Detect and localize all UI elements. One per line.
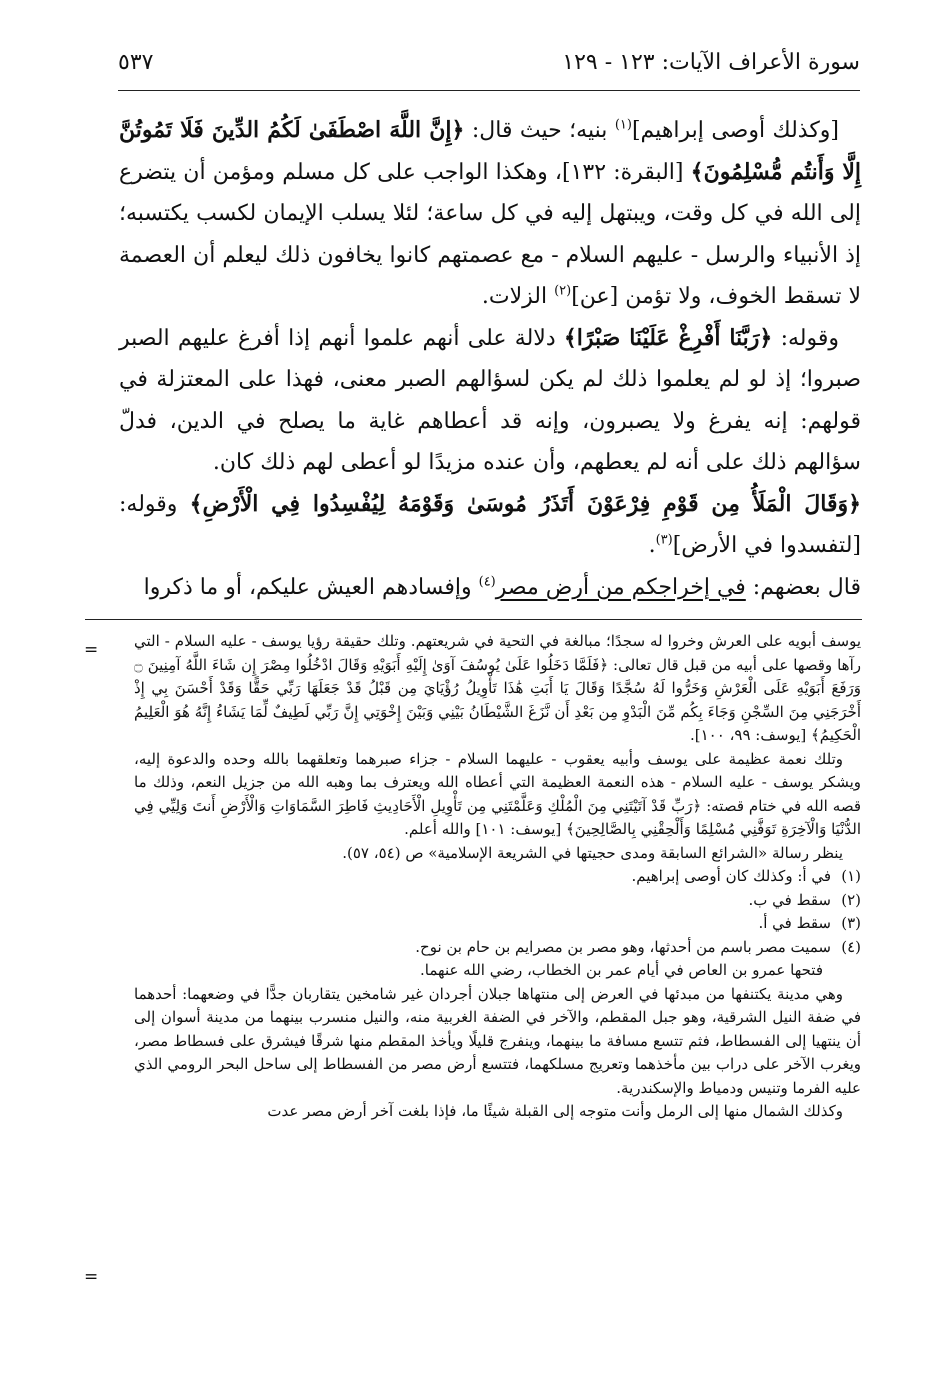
running-title: سورة الأعراف الآيات: ١٢٣ - ١٢٩	[562, 50, 860, 75]
underlined-phrase: في إخراجكم من أرض مصر	[495, 574, 746, 600]
text: الزلات.	[481, 284, 555, 309]
footnote-ref-2: (٢)	[554, 283, 572, 299]
footnote-separator	[85, 619, 862, 620]
continuation-mark: =	[84, 1267, 99, 1287]
main-text	[119, 110, 861, 608]
footnote-4-cont: وهي مدينة يكتنفها من مبدئها في العرض إلى منتهاها جبلان أجردان غير شامخين يتقاربان جدًّا في وضعهما: أحدهما في ضفة النيل الشرقية، وهو جبل المقطم، والآخر في الضفة الغربية منه، والنيل منسرب بينهما من مدينة أسوان إلى أن ينتهيا إلى الفسطاط، فثم تتسع مسافة ما بينهما، وينفرج قليلًا ويأخذ المقطم منها شرقًا فيشرق على فسطاط مصر، ويغرب الآخر على دراب بين مأخذهما وتعريج مسلكهما، فتتسع أرض مصر من الفسطاط إلى ساحل البحر الرومي الذي عليه الفرما وتنيس ودمياط والإسكندرية.	[134, 984, 861, 1097]
paragraph-2	[119, 318, 861, 484]
footnote-4	[134, 936, 861, 960]
footnote-number: (٣)	[841, 914, 861, 932]
footnote-number: (٢)	[841, 890, 861, 909]
text: دلالة على أنهم علموا أنهم إذا أفرغ عليهم الصبر صبروا؛ إذ لو لم يعلموا ذلك لم يكن لسؤالهم الصبر معنى، فهذا على المعتزلة في قولهم: إنه يفرغ ولا يصبرون، وإنه قد أعطاهم غاية ما يصلح في الدين، فدلّ سؤالهم ذلك على أنه لم يعطهم، وأن عنده مزيدًا لو أعطى لهم ذلك كان.	[119, 325, 862, 475]
footnote-3	[134, 912, 861, 936]
continuation-mark: =	[84, 640, 99, 660]
page-header	[118, 44, 860, 91]
text: .	[648, 533, 656, 558]
text: قال بعضهم:	[745, 574, 861, 600]
text: وقوله:	[772, 325, 839, 351]
quran-verse: ﴿وَقَالَ الْمَلَأُ مِن قَوْمِ فِرْعَوْنَ أَتَذَرُ مُوسَىٰ وَقَوْمَهُ لِيُفْسِدُوا فِي الْأَرْضِ﴾	[189, 490, 861, 517]
footnote-4-cont: فتحها عمرو بن العاص في أيام عمر بن الخطاب، رضي الله عنهما.	[420, 961, 823, 979]
footnote-text: سميت مصر باسم من أحدثها، وهو مصر بن مصرايم بن حام بن نوح.	[415, 937, 831, 956]
text: وإفسادهم العيش عليكم، أو ما ذكروا	[143, 574, 479, 600]
footnote-number: (٤)	[841, 937, 861, 956]
quran-verse: ﴿رَبَّنَا أَفْرِغْ عَلَيْنَا صَبْرًا﴾	[563, 324, 773, 351]
footnote-ref-1: (١)	[614, 117, 632, 133]
footnote-continuation: يوسف أبويه على العرش وخروا له سجدًا؛ مبالغة في التحية في شريعتهم. وتلك حقيقة رؤيا يوسف - عليه السلام - التي رآها وقصها على أبيه من قبل قال تعالى: ﴿فَلَمَّا دَخَلُوا عَلَىٰ يُوسُفَ آوَىٰ إِلَيْهِ أَبَوَيْهِ وَقَالَ ادْخُلُوا مِصْرَ إِن شَاءَ اللَّهُ آمِنِينَ ۝ وَرَفَعَ أَبَوَيْهِ عَلَى الْعَرْشِ وَخَرُّوا لَهُ سُجَّدًا وَقَالَ يَا أَبَتِ هَٰذَا تَأْوِيلُ رُؤْيَايَ مِن قَبْلُ قَدْ جَعَلَهَا رَبِّي حَقًّا وَقَدْ أَحْسَنَ بِي إِذْ أَخْرَجَنِي مِنَ السِّجْنِ وَجَاءَ بِكُم مِّنَ الْبَدْوِ مِن بَعْدِ أَن نَّزَغَ الشَّيْطَانُ بَيْنِي وَبَيْنَ إِخْوَتِي إِنَّ رَبِّي لَطِيفٌ لِّمَا يَشَاءُ إِنَّهُ هُوَ الْعَلِيمُ الْحَكِيمُ﴾ [يوسف: ٩٩، ١٠٠].	[134, 632, 861, 744]
text: [وكذلك أوصى إبراهيم]	[631, 118, 839, 143]
quran-verse: ﴿إِنَّ اللَّهَ اصْطَفَىٰ لَكُمُ الدِّينَ فَلَا تَمُوتُنَّ إِلَّا وَأَنتُم مُّسْلِمُونَ﴾	[119, 117, 861, 185]
footnotes	[134, 630, 861, 1124]
footnote-4-cont: وكذلك الشمال منها إلى الرمل وأنت متوجه إلى القبلة شيئًا ما، فإذا بلغت آخر أرض مصر عدت	[267, 1102, 843, 1120]
footnote-continuation: وتلك نعمة عظيمة على يوسف وأبيه يعقوب - عليهما السلام - جزاء صبرهما وتعلقهما بالله وحده والدعوة إليه، ويشكر يوسف - عليه السلام - هذه النعمة العظيمة التي أعطاه الله ويعترف بما وهبه الله من جزيل النعم، وذلك ما قصه الله في ختام قصته: ﴿رَبِّ قَدْ آتَيْتَنِي مِنَ الْمُلْكِ وَعَلَّمْتَنِي مِن تَأْوِيلِ الْأَحَادِيثِ فَاطِرَ السَّمَاوَاتِ وَالْأَرْضِ أَنتَ وَلِيِّي فِي الدُّنْيَا وَالْآخِرَةِ تَوَفَّنِي مُسْلِمًا وَأَلْحِقْنِي بِالصَّالِحِينَ﴾ [يوسف: ١٠١] والله أعلم.	[134, 749, 861, 838]
paragraph-3	[119, 484, 861, 567]
page-number: ٥٣٧	[118, 50, 154, 75]
footnote-ref-3: (٣)	[655, 532, 673, 548]
footnote-2	[134, 889, 861, 913]
paragraph-4	[119, 567, 861, 609]
paragraph-1	[119, 110, 861, 318]
footnote-text: سقط في ب.	[748, 890, 831, 909]
footnote-text: سقط في أ.	[758, 914, 831, 932]
text: بنيه؛ حيث قال:	[464, 118, 615, 143]
footnote-text: في أ: وكذلك كان أوصى إبراهيم.	[631, 867, 831, 885]
text: وقوله: [لتفسدوا في الأرض]	[119, 491, 861, 558]
footnote-number: (١)	[841, 867, 861, 885]
footnote-1	[134, 865, 861, 889]
footnote-continuation: ينظر رسالة «الشرائع السابقة ومدى حجيتها في الشريعة الإسلامية» ص (٥٤، ٥٧).	[342, 843, 843, 862]
footnote-ref-4: (٤)	[478, 574, 496, 590]
text: [البقرة: ١٣٢]، وهكذا الواجب على كل مسلم ومؤمن أن يتضرع إلى الله في كل وقت، ويبتهل إليه في كل ساعة؛ لئلا يسلب الإيمان لكسب يكتسبه؛ إذ الأنبياء والرسل - عليهم السلام - مع عصمتهم كانوا يخافون ذلك ليعلم أن العصمة لا تسقط الخوف، ولا تؤمن [عن]	[119, 159, 861, 309]
